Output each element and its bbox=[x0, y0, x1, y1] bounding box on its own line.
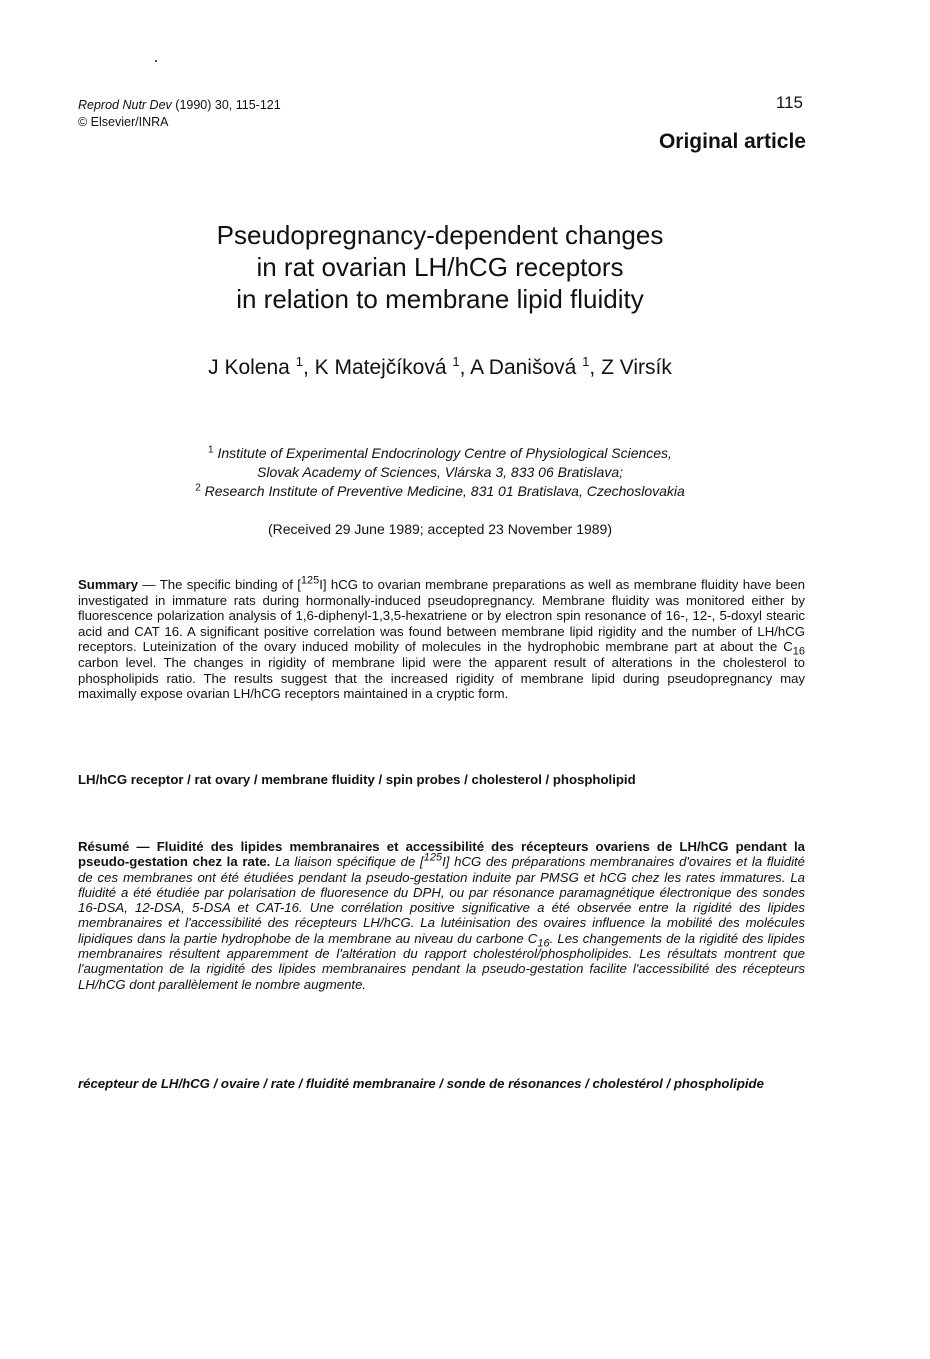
affiliation-mark: 2 bbox=[195, 482, 201, 494]
page-number: 115 bbox=[775, 93, 803, 112]
author-affiliation-mark: 1 bbox=[295, 354, 303, 369]
resume-text: La liaison spécifique de [ bbox=[270, 854, 424, 870]
author-affiliation-mark: 1 bbox=[582, 354, 590, 369]
affiliation-text: Research Institute of Preventive Medicine, 831 01 Bratislava, Czechoslovakia bbox=[204, 483, 685, 499]
author-name: J Kolena bbox=[208, 356, 290, 379]
journal-citation bbox=[78, 97, 281, 113]
title-line: in relation to membrane lipid fluidity bbox=[236, 284, 644, 314]
copyright: © Elsevier/INRA bbox=[78, 115, 169, 129]
author-affiliation-mark: 1 bbox=[452, 354, 460, 369]
affiliation-text: Institute of Experimental Endocrinology Centre of Physiological Sciences, bbox=[217, 445, 672, 461]
summary-text: — The specific binding of [ bbox=[138, 577, 301, 592]
affiliation-line: Slovak Academy of Sciences, Vlárska 3, 833 06 Bratislava; bbox=[257, 464, 623, 480]
author-list: J Kolena $^1$, K Matejčíková $^1$, A Danišová $^1$, Z Virsík bbox=[208, 354, 672, 379]
author-name: A Danišová bbox=[470, 356, 577, 379]
journal-volume: (1990) 30, 115-121 bbox=[175, 98, 281, 112]
article-title bbox=[0, 219, 880, 315]
summary-paragraph bbox=[78, 574, 805, 702]
keywords-english: LH/hCG receptor / rat ovary / membrane fluidity / spin probes / cholesterol / phospholipid bbox=[78, 772, 636, 787]
affiliations bbox=[0, 444, 880, 501]
summary-text: carbon level. The changes in rigidity of membrane lipid were the apparent result of alterations in the cholesterol to phospholipids ratio. The results suggest that the increased rigidity of membrane lipid during pseudopregnancy may maximally expose ovarian LH/hCG receptors maintained in a cryptic form. bbox=[78, 654, 805, 702]
resume-text: . Les changements de la rigidité des lipides membranaires résultent apparemment de l'altération du rapport cholestérol/phospholipides. Les résultats montrent que l'augmentation de la rigidité des lipides membranaires pendant la pseudo-gestation facilite l'accessibilité des récepteurs LH/hCG dont parallèlement le nombre augmente. bbox=[78, 930, 805, 992]
title-line: Pseudopregnancy-dependent changes bbox=[216, 220, 664, 250]
carbon-subscript: 16 bbox=[792, 646, 805, 659]
journal-abbrev: Reprod Nutr Dev bbox=[78, 98, 172, 112]
isotope-mark: 125 bbox=[423, 851, 443, 864]
scan-speck bbox=[155, 60, 157, 62]
article-type: Original article bbox=[658, 130, 806, 153]
resume-heading: Résumé — Fluidité des lipides membranaires et accessibilité des récepteurs ovariens de LH/hCG pendant la pseudo-gestation chez la rate. bbox=[78, 839, 805, 870]
affiliation-line bbox=[0, 444, 880, 463]
author-name: Z Virsík bbox=[601, 356, 672, 379]
resume-paragraph bbox=[78, 839, 805, 992]
summary-heading: Summary bbox=[78, 577, 139, 592]
resume-text: I] hCG des préparations membranaires d'ovaires et la fluidité de ces membranes ont été étudiées pendant la pseudo-gestation induite par PMSG et hCG chez les rates immatures. La fluidité a été étudiée par polarisation de fluoresence du DPH, ou par résonance paramagnétique électronique des sondes 16-DSA, 12-DSA, 5-DSA et CAT-16. Une corrélation positive significative a été observée entre la rigidité des lipides membranaires et l'accessibilité des récepteurs LH/hCG. La lutéinisation des ovaires influence la mobilité des molécules lipidiques dans la partie hydrophobe de la membrane au niveau du carbone C bbox=[78, 854, 806, 946]
received-dates: (Received 29 June 1989; accepted 23 November 1989) bbox=[268, 521, 612, 537]
carbon-subscript: 16 bbox=[537, 937, 550, 950]
keywords-french: récepteur de LH/hCG / ovaire / rate / fluidité membranaire / sonde de résonances / cholestérol / phospholipide bbox=[78, 1076, 764, 1091]
affiliation-mark: 1 bbox=[208, 444, 214, 456]
title-line: in rat ovarian LH/hCG receptors bbox=[256, 252, 624, 282]
summary-text: I] hCG to ovarian membrane preparations as well as membrane fluidity have been investigated in immature rats during hormonally-induced pseudopregnancy. Membrane fluidity was monitored either by fluorescence polarization analysis of 1,6-diphenyl-1,3,5-hexatriene or by electron spin resonance of 16-, 12-, 5-doxyl stearic acid and CAT 16. A significant positive correlation was found between membrane lipid rigidity and the number of LH/hCG receptors. Luteinization of the ovary induced mobility of molecules in the hydrophobic membrane part at about the C bbox=[78, 577, 805, 655]
isotope-mark: 125 bbox=[300, 574, 320, 587]
author-name: K Matejčíková bbox=[314, 356, 447, 379]
affiliation-line bbox=[0, 482, 880, 501]
